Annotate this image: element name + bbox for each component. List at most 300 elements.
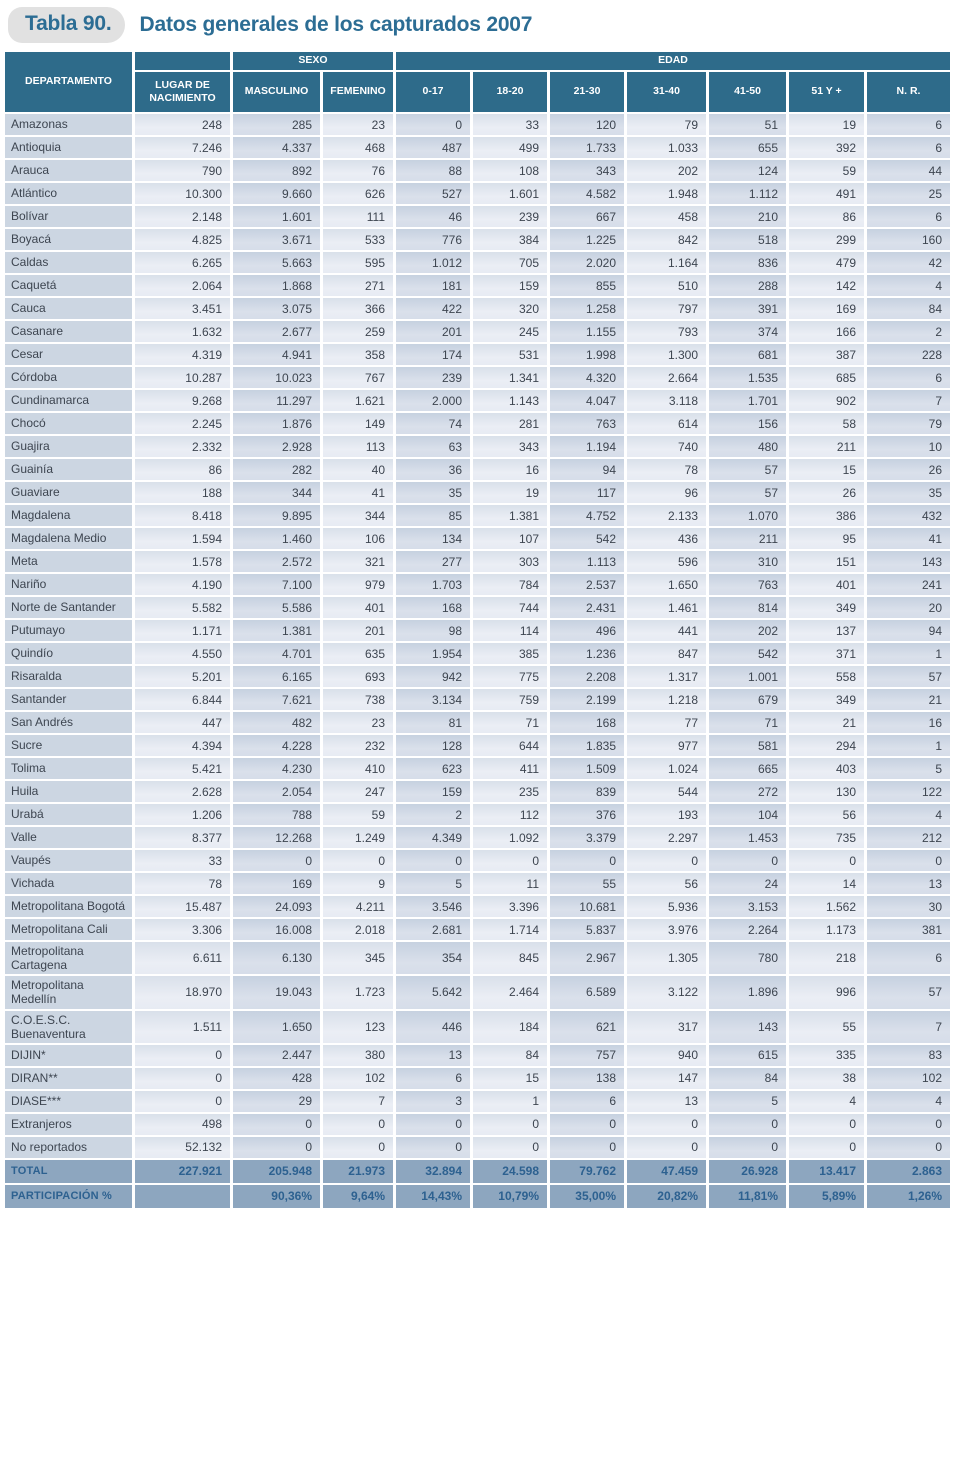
cell-value: 0 — [550, 1137, 627, 1160]
row-label: DIJIN* — [5, 1045, 135, 1068]
cell-value: 15 — [789, 459, 867, 482]
cell-value: 24.093 — [233, 896, 323, 919]
cell-value: 6.130 — [233, 942, 323, 976]
row-label: Quindío — [5, 643, 135, 666]
row-label: Guajira — [5, 436, 135, 459]
row-label: Arauca — [5, 160, 135, 183]
cell-value: 6.589 — [550, 976, 627, 1010]
col-header-18-20: 18-20 — [473, 72, 550, 114]
cell-value: 3.976 — [627, 919, 709, 942]
cell-value: 1.024 — [627, 758, 709, 781]
cell-value: 104 — [709, 804, 789, 827]
cell-value: 3 — [396, 1091, 473, 1114]
cell-value: 84 — [709, 1068, 789, 1091]
cell-value: 128 — [396, 735, 473, 758]
cell-value: 376 — [550, 804, 627, 827]
table-row — [5, 505, 953, 528]
cell-value: 1.218 — [627, 689, 709, 712]
header-sub-row — [5, 72, 953, 114]
cell-value: 169 — [233, 873, 323, 896]
cell-value: 78 — [135, 873, 233, 896]
cell-value: 81 — [396, 712, 473, 735]
cell-value: 776 — [396, 229, 473, 252]
cell-value: 36 — [396, 459, 473, 482]
cell-value: 6 — [867, 114, 953, 137]
cell-value: 527 — [396, 183, 473, 206]
cell-value: 0 — [233, 1137, 323, 1160]
row-label: Nariño — [5, 574, 135, 597]
cell-value: 281 — [473, 413, 550, 436]
capturados-table — [5, 52, 953, 1210]
cell-value: 122 — [867, 781, 953, 804]
table-row — [5, 183, 953, 206]
cell-value: 181 — [396, 275, 473, 298]
page-title: Datos generales de los capturados 2007 — [139, 13, 533, 36]
cell-value: 1.621 — [323, 390, 396, 413]
table-row — [5, 1137, 953, 1160]
cell-value: 321 — [323, 551, 396, 574]
cell-value: 56 — [627, 873, 709, 896]
cell-value: 41 — [867, 528, 953, 551]
cell-value: 1.236 — [550, 643, 627, 666]
cell-value: 33 — [135, 850, 233, 873]
cell-value: 277 — [396, 551, 473, 574]
cell-value: 2.628 — [135, 781, 233, 804]
table-row — [5, 666, 953, 689]
cell-value: 9.895 — [233, 505, 323, 528]
cell-value: 6.265 — [135, 252, 233, 275]
cell-value: 2.677 — [233, 321, 323, 344]
cell-value: 9,64% — [323, 1185, 396, 1210]
cell-value: 685 — [789, 367, 867, 390]
cell-value: 2.464 — [473, 976, 550, 1010]
cell-value: 2.020 — [550, 252, 627, 275]
cell-value: 0 — [867, 1137, 953, 1160]
cell-value: 310 — [709, 551, 789, 574]
cell-value: 1.723 — [323, 976, 396, 1010]
cell-value: 5 — [709, 1091, 789, 1114]
cell-value: 7.100 — [233, 574, 323, 597]
cell-value: 1.381 — [473, 505, 550, 528]
cell-value: 6.611 — [135, 942, 233, 976]
cell-value: 3.379 — [550, 827, 627, 850]
cell-value: 2.148 — [135, 206, 233, 229]
cell-value: 205.948 — [233, 1160, 323, 1185]
cell-value: 1 — [867, 735, 953, 758]
cell-value: 26 — [867, 459, 953, 482]
cell-value: 1.511 — [135, 1011, 233, 1045]
cell-value: 202 — [709, 620, 789, 643]
col-header-51-y-mas: 51 Y + — [789, 72, 867, 114]
cell-value: 56 — [789, 804, 867, 827]
cell-value: 7 — [867, 390, 953, 413]
cell-value: 142 — [789, 275, 867, 298]
cell-value: 1.305 — [627, 942, 709, 976]
cell-value: 20 — [867, 597, 953, 620]
cell-value: 0 — [867, 1114, 953, 1137]
cell-value: 156 — [709, 413, 789, 436]
cell-value: 1 — [867, 643, 953, 666]
cell-value: 5 — [396, 873, 473, 896]
summary-row — [5, 1160, 953, 1185]
cell-value: 57 — [867, 666, 953, 689]
table-row — [5, 344, 953, 367]
cell-value: 385 — [473, 643, 550, 666]
cell-value: 386 — [789, 505, 867, 528]
cell-value: 6 — [396, 1068, 473, 1091]
cell-value: 2.537 — [550, 574, 627, 597]
cell-value: 0 — [627, 850, 709, 873]
cell-value: 0 — [396, 114, 473, 137]
cell-value: 79 — [627, 114, 709, 137]
row-label: Urabá — [5, 804, 135, 827]
cell-value: 1.578 — [135, 551, 233, 574]
table-row — [5, 413, 953, 436]
cell-value: 55 — [550, 873, 627, 896]
row-label: Extranjeros — [5, 1114, 135, 1137]
cell-value: 3.451 — [135, 298, 233, 321]
cell-value: 1.155 — [550, 321, 627, 344]
row-label: Magdalena Medio — [5, 528, 135, 551]
cell-value: 52.132 — [135, 1137, 233, 1160]
cell-value: 41 — [323, 482, 396, 505]
cell-value: 113 — [323, 436, 396, 459]
cell-value: 19 — [789, 114, 867, 137]
cell-value: 1.998 — [550, 344, 627, 367]
cell-value: 10.023 — [233, 367, 323, 390]
cell-value: 137 — [789, 620, 867, 643]
cell-value: 775 — [473, 666, 550, 689]
cell-value: 977 — [627, 735, 709, 758]
cell-value: 3.134 — [396, 689, 473, 712]
cell-value: 10,79% — [473, 1185, 550, 1210]
cell-value: 892 — [233, 160, 323, 183]
row-label: Santander — [5, 689, 135, 712]
cell-value: 345 — [323, 942, 396, 976]
cell-value: 0 — [709, 1137, 789, 1160]
cell-value: 21 — [867, 689, 953, 712]
cell-value: 4.319 — [135, 344, 233, 367]
cell-value: 15.487 — [135, 896, 233, 919]
cell-value: 211 — [789, 436, 867, 459]
summary-row — [5, 1185, 953, 1210]
cell-value: 84 — [867, 298, 953, 321]
cell-value: 626 — [323, 183, 396, 206]
cell-value: 1.092 — [473, 827, 550, 850]
row-label: Atlántico — [5, 183, 135, 206]
cell-value: 1.461 — [627, 597, 709, 620]
cell-value: 63 — [396, 436, 473, 459]
row-label: PARTICIPACIÓN % — [5, 1185, 135, 1210]
row-label: Magdalena — [5, 505, 135, 528]
cell-value: 9.268 — [135, 390, 233, 413]
cell-value: 245 — [473, 321, 550, 344]
cell-value: 1.650 — [233, 1011, 323, 1045]
cell-value: 14 — [789, 873, 867, 896]
cell-value: 166 — [789, 321, 867, 344]
cell-value: 349 — [789, 689, 867, 712]
cell-value: 1.460 — [233, 528, 323, 551]
row-label: Metropolitana Cartagena — [5, 942, 135, 976]
table-row — [5, 275, 953, 298]
cell-value: 5.586 — [233, 597, 323, 620]
row-label: Norte de Santander — [5, 597, 135, 620]
cell-value: 159 — [473, 275, 550, 298]
table-row — [5, 942, 953, 976]
cell-value: 371 — [789, 643, 867, 666]
cell-value: 757 — [550, 1045, 627, 1068]
cell-value: 13.417 — [789, 1160, 867, 1185]
row-label: Huila — [5, 781, 135, 804]
cell-value: 759 — [473, 689, 550, 712]
cell-value: 23 — [323, 712, 396, 735]
cell-value: 1.562 — [789, 896, 867, 919]
cell-value: 479 — [789, 252, 867, 275]
cell-value: 4.211 — [323, 896, 396, 919]
cell-value: 96 — [627, 482, 709, 505]
cell-value: 496 — [550, 620, 627, 643]
cell-value: 3.306 — [135, 919, 233, 942]
cell-value: 1.835 — [550, 735, 627, 758]
cell-value: 518 — [709, 229, 789, 252]
cell-value: 44 — [867, 160, 953, 183]
cell-value: 655 — [709, 137, 789, 160]
cell-value: 1.948 — [627, 183, 709, 206]
cell-value: 436 — [627, 528, 709, 551]
cell-value: 239 — [473, 206, 550, 229]
row-label: DIRAN** — [5, 1068, 135, 1091]
cell-value: 294 — [789, 735, 867, 758]
header-group-row — [5, 52, 953, 72]
cell-value: 0 — [233, 850, 323, 873]
row-label: Cauca — [5, 298, 135, 321]
cell-value: 343 — [550, 160, 627, 183]
col-group-sexo: SEXO — [233, 52, 396, 72]
cell-value: 94 — [867, 620, 953, 643]
cell-value: 7.621 — [233, 689, 323, 712]
cell-value: 635 — [323, 643, 396, 666]
cell-value: 1.112 — [709, 183, 789, 206]
cell-value: 401 — [789, 574, 867, 597]
table-row — [5, 321, 953, 344]
cell-value: 114 — [473, 620, 550, 643]
cell-value: 665 — [709, 758, 789, 781]
cell-value: 77 — [627, 712, 709, 735]
cell-value: 403 — [789, 758, 867, 781]
cell-value: 2.064 — [135, 275, 233, 298]
cell-value: 8.377 — [135, 827, 233, 850]
row-label: DIASE*** — [5, 1091, 135, 1114]
cell-value: 446 — [396, 1011, 473, 1045]
cell-value: 0 — [323, 850, 396, 873]
cell-value: 533 — [323, 229, 396, 252]
table-row — [5, 827, 953, 850]
cell-value: 4.825 — [135, 229, 233, 252]
cell-value: 596 — [627, 551, 709, 574]
cell-value: 1.509 — [550, 758, 627, 781]
cell-value: 57 — [867, 976, 953, 1010]
table-row — [5, 919, 953, 942]
cell-value: 4.047 — [550, 390, 627, 413]
cell-value: 2.431 — [550, 597, 627, 620]
cell-value: 79 — [867, 413, 953, 436]
cell-value: 248 — [135, 114, 233, 137]
cell-value: 5.201 — [135, 666, 233, 689]
cell-value: 201 — [396, 321, 473, 344]
cell-value: 0 — [709, 1114, 789, 1137]
cell-value: 5.837 — [550, 919, 627, 942]
cell-value: 1.896 — [709, 976, 789, 1010]
cell-value: 13 — [627, 1091, 709, 1114]
cell-value: 740 — [627, 436, 709, 459]
cell-value: 763 — [550, 413, 627, 436]
cell-value: 23 — [323, 114, 396, 137]
cell-value: 94 — [550, 459, 627, 482]
table-row — [5, 137, 953, 160]
cell-value: 134 — [396, 528, 473, 551]
cell-value: 847 — [627, 643, 709, 666]
cell-value: 10 — [867, 436, 953, 459]
row-label: C.O.E.S.C. Buenaventura — [5, 1011, 135, 1045]
cell-value: 10.300 — [135, 183, 233, 206]
cell-value: 0 — [473, 1114, 550, 1137]
row-label: Putumayo — [5, 620, 135, 643]
cell-value: 621 — [550, 1011, 627, 1045]
table-row — [5, 873, 953, 896]
cell-value: 845 — [473, 942, 550, 976]
cell-value: 615 — [709, 1045, 789, 1068]
cell-value: 40 — [323, 459, 396, 482]
table-row — [5, 390, 953, 413]
cell-value: 0 — [323, 1114, 396, 1137]
cell-value: 693 — [323, 666, 396, 689]
cell-value: 285 — [233, 114, 323, 137]
cell-value: 1.012 — [396, 252, 473, 275]
table-row — [5, 459, 953, 482]
cell-value: 184 — [473, 1011, 550, 1045]
cell-value: 33 — [473, 114, 550, 137]
cell-value: 542 — [709, 643, 789, 666]
table-row — [5, 574, 953, 597]
cell-value: 84 — [473, 1045, 550, 1068]
cell-value — [135, 1185, 233, 1210]
table-row — [5, 206, 953, 229]
table-row — [5, 114, 953, 137]
cell-value: 193 — [627, 804, 709, 827]
cell-value: 1.164 — [627, 252, 709, 275]
cell-value: 35 — [396, 482, 473, 505]
cell-value: 667 — [550, 206, 627, 229]
table-row — [5, 850, 953, 873]
cell-value: 51 — [709, 114, 789, 137]
cell-value: 59 — [323, 804, 396, 827]
cell-value: 1.703 — [396, 574, 473, 597]
cell-value: 1.594 — [135, 528, 233, 551]
cell-value: 317 — [627, 1011, 709, 1045]
table-row — [5, 160, 953, 183]
cell-value: 940 — [627, 1045, 709, 1068]
cell-value: 0 — [233, 1114, 323, 1137]
cell-value: 138 — [550, 1068, 627, 1091]
cell-value: 2.245 — [135, 413, 233, 436]
cell-value: 2.447 — [233, 1045, 323, 1068]
table-body — [5, 114, 953, 1210]
cell-value: 7 — [323, 1091, 396, 1114]
cell-value: 14,43% — [396, 1185, 473, 1210]
cell-value: 12.268 — [233, 827, 323, 850]
cell-value: 188 — [135, 482, 233, 505]
table-row — [5, 252, 953, 275]
cell-value: 855 — [550, 275, 627, 298]
cell-value: 942 — [396, 666, 473, 689]
row-label: TOTAL — [5, 1160, 135, 1185]
cell-value: 510 — [627, 275, 709, 298]
cell-value: 1.171 — [135, 620, 233, 643]
table-row — [5, 298, 953, 321]
cell-value: 83 — [867, 1045, 953, 1068]
cell-value: 0 — [396, 1114, 473, 1137]
cell-value: 1.113 — [550, 551, 627, 574]
cell-value: 98 — [396, 620, 473, 643]
cell-value: 3.153 — [709, 896, 789, 919]
cell-value: 793 — [627, 321, 709, 344]
cell-value: 235 — [473, 781, 550, 804]
cell-value: 0 — [867, 850, 953, 873]
table-row — [5, 1011, 953, 1045]
cell-value: 4.701 — [233, 643, 323, 666]
row-label: San Andrés — [5, 712, 135, 735]
table-row — [5, 367, 953, 390]
cell-value: 1.300 — [627, 344, 709, 367]
cell-value: 3.122 — [627, 976, 709, 1010]
row-label: Antioquia — [5, 137, 135, 160]
cell-value: 210 — [709, 206, 789, 229]
cell-value: 30 — [867, 896, 953, 919]
cell-value: 218 — [789, 942, 867, 976]
cell-value: 1.225 — [550, 229, 627, 252]
cell-value: 814 — [709, 597, 789, 620]
cell-value: 1.714 — [473, 919, 550, 942]
cell-value: 4.190 — [135, 574, 233, 597]
cell-value: 5,89% — [789, 1185, 867, 1210]
cell-value: 143 — [709, 1011, 789, 1045]
cell-value: 558 — [789, 666, 867, 689]
cell-value: 71 — [709, 712, 789, 735]
cell-value: 59 — [789, 160, 867, 183]
table-row — [5, 689, 953, 712]
cell-value: 1.650 — [627, 574, 709, 597]
cell-value: 836 — [709, 252, 789, 275]
cell-value: 108 — [473, 160, 550, 183]
cell-value: 95 — [789, 528, 867, 551]
cell-value: 4.941 — [233, 344, 323, 367]
cell-value: 8.418 — [135, 505, 233, 528]
table-row — [5, 1091, 953, 1114]
row-label: Risaralda — [5, 666, 135, 689]
cell-value: 344 — [323, 505, 396, 528]
cell-value: 4 — [867, 1091, 953, 1114]
cell-value: 441 — [627, 620, 709, 643]
cell-value: 1.033 — [627, 137, 709, 160]
cell-value: 344 — [233, 482, 323, 505]
cell-value: 1.632 — [135, 321, 233, 344]
cell-value: 11,81% — [709, 1185, 789, 1210]
cell-value: 6.165 — [233, 666, 323, 689]
cell-value: 85 — [396, 505, 473, 528]
table-row — [5, 758, 953, 781]
cell-value: 4.230 — [233, 758, 323, 781]
cell-value: 16 — [867, 712, 953, 735]
